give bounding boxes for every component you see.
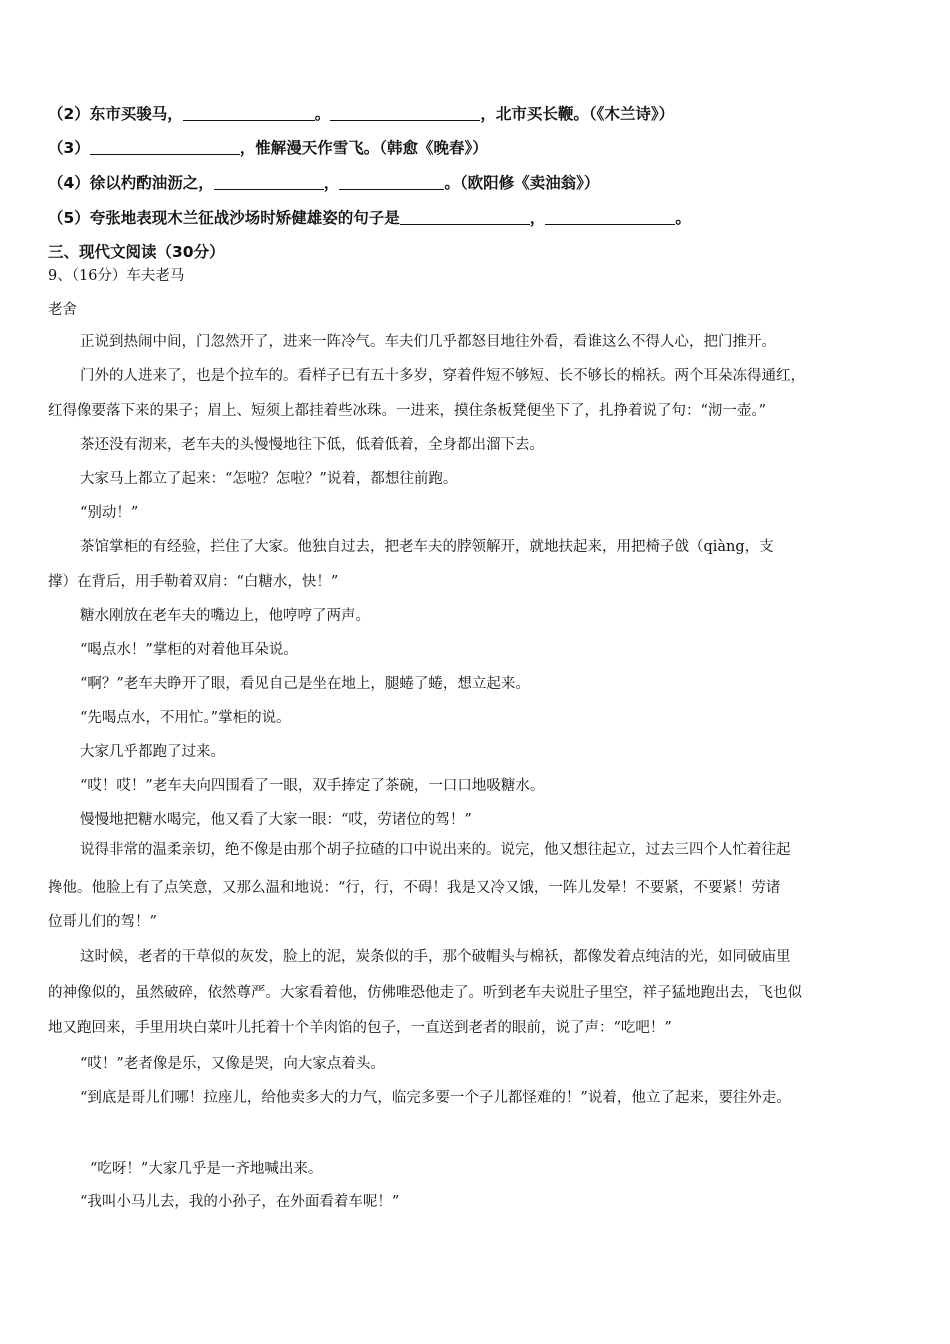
- passage-line: 茶馆掌柜的有经验，拦住了大家。他独自过去，把老车夫的脖领解开，就地扶起来，用把椅子戗（qiàng，支: [80, 539, 774, 555]
- answer-blank[interactable]: [183, 105, 315, 121]
- passage-line: “哎！哎！”老车夫向四围看了一眼，双手捧定了茶碗，一口口地吸糖水。: [80, 778, 545, 794]
- passage-line: “别动！”: [80, 505, 139, 521]
- passage-line: 正说到热闹中间，门忽然开了，进来一阵冷气。车夫们几乎都怒目地往外看，看谁这么不得人心，把门推开。: [80, 334, 776, 350]
- passage-line: 茶还没有沏来，老车夫的头慢慢地往下低，低着低着，全身都出溜下去。: [80, 437, 544, 453]
- passage-line: 说得非常的温柔亲切，绝不像是由那个胡子拉碴的口中说出来的。说完，他又想往起立，过去三四个人忙着往起: [80, 842, 791, 858]
- passage-line: 这时候，老者的干草似的灰发，脸上的泥，炭条似的手，那个破帽头与棉袄，都像发着点纯洁的光，如同破庙里: [80, 949, 791, 965]
- passage-line: “啊？”老车夫睁开了眼，看见自己是坐在地上，腿蜷了蜷，想立起来。: [80, 676, 530, 692]
- fill-blank-q2: （2）东市买骏马， 。 ，北市买长鞭。（《木兰诗》）: [48, 105, 675, 123]
- passage-line: 慢慢地把糖水喝完，他又看了大家一眼：“哎，劳诸位的驾！”: [80, 812, 472, 828]
- answer-blank[interactable]: [214, 174, 324, 190]
- passage-line: 撑）在背后，用手勒着双肩：“白糖水，快！”: [48, 574, 339, 590]
- passage-line: 大家马上都立了起来：“怎啦？怎啦？”说着，都想往前跑。: [80, 471, 458, 487]
- answer-blank[interactable]: [339, 174, 444, 190]
- passage-author: 老舍: [48, 302, 77, 318]
- section-title: 三、现代文阅读（30分）: [48, 243, 225, 261]
- passage-line: 红得像要落下来的果子；眉上、短须上都挂着些冰珠。一进来，摸住条板凳便坐下了，扎挣着说了句：“沏一壶。”: [48, 403, 767, 419]
- passage-line: “到底是哥儿们哪！拉座儿，给他卖多大的力气，临完多要一个子儿都怪难的！”说着，他立了起来，要往外走。: [80, 1090, 791, 1106]
- passage-line: 地又跑回来，手里用块白菜叶儿托着十个羊肉馅的包子，一直送到老者的眼前，说了声：“吃吧！”: [48, 1020, 672, 1036]
- passage-line: “喝点水！”掌柜的对着他耳朵说。: [80, 642, 298, 658]
- passage-line: “吃呀！”大家几乎是一齐地喊出来。: [90, 1161, 323, 1177]
- passage-line: “哎！”老者像是乐，又像是哭，向大家点着头。: [80, 1056, 385, 1072]
- passage-line: 位哥儿们的驾！”: [48, 914, 157, 930]
- passage-line: 搀他。他脸上有了点笑意，又那么温和地说：“行，行，不碍！我是又冷又饿，一阵儿发晕！不要紧，不要紧！劳诸: [48, 880, 781, 896]
- passage-line: 的神像似的，虽然破碎，依然尊严。大家看着他，仿佛唯恐他走了。听到老车夫说肚子里空，祥子猛地跑出去，飞也似: [48, 985, 802, 1001]
- answer-blank[interactable]: [545, 209, 675, 225]
- answer-blank[interactable]: [400, 209, 530, 225]
- answer-blank[interactable]: [330, 105, 480, 121]
- passage-line: 门外的人进来了，也是个拉车的。看样子已有五十多岁，穿着件短不够短、长不够长的棉袄。两个耳朵冻得通红，: [80, 368, 805, 384]
- fill-blank-q3: （3） ，惟解漫天作雪飞。（韩愈《晚春》）: [48, 139, 488, 157]
- passage-line: “先喝点水，不用忙。”掌柜的说。: [80, 710, 291, 726]
- passage-line: “我叫小马儿去，我的小孙子，在外面看着车呢！”: [80, 1194, 400, 1210]
- fill-blank-q4: （4）徐以杓酌油沥之， ， 。（欧阳修《卖油翁》）: [48, 174, 600, 192]
- answer-blank[interactable]: [90, 139, 240, 155]
- fill-blank-q5: （5）夸张地表现木兰征战沙场时矫健雄姿的句子是 ， 。: [48, 209, 691, 227]
- passage-line: 大家几乎都跑了过来。: [80, 744, 225, 760]
- passage-line: 糖水刚放在老车夫的嘴边上，他哼哼了两声。: [80, 608, 370, 624]
- question-title: 9、（16分）车夫老马: [48, 268, 185, 284]
